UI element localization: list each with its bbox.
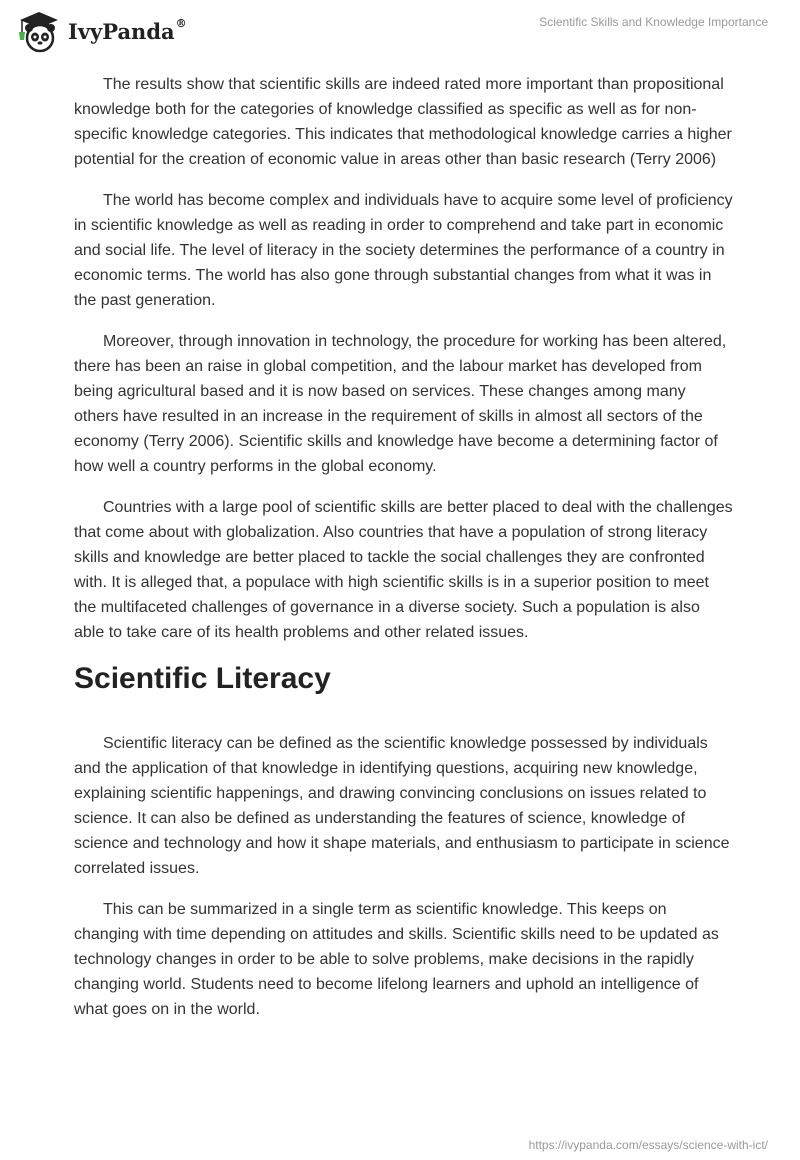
panda-graduation-cap-icon: [16, 8, 62, 54]
paragraph: Countries with a large pool of scientific skills are better placed to deal with the challenges that come about with globalization. Also countries that have a population of strong literacy skills and knowledge are better placed to tackle the social challenges they are confronted with. It is alleged that, a populace with high scientific skills is in a superior position to meet the multifaceted challenges of governance in a diverse society. Such a population is also able to take care of its health problems and other related issues.: [74, 499, 733, 641]
paragraph: Moreover, through innovation in technology, the procedure for working has been altered, there has been an raise in global competition, and the labour market has developed from being agricultural based and it is now based on services. These changes among many others have resulted in an increase in the requirement of skills in almost all sectors of the economy (Terry 2006). Scientific skills and knowledge have become a determining factor of how well a country performs in the global economy.: [74, 333, 727, 475]
paragraph: The world has become complex and individuals have to acquire some level of proficiency in scientific knowledge as well as reading in order to comprehend and take part in economic and social life. The level of literacy in the society determines the performance of a country in economic terms. The world has also gone through substantial changes from what it was in the past generation.: [74, 192, 733, 309]
document-title: Scientific Skills and Knowledge Importance: [539, 15, 768, 29]
paragraph: This can be summarized in a single term as scientific knowledge. This keeps on changing with time depending on attitudes and skills. Scientific skills need to be updated as technology changes in order to be able to solve problems, make decisions in the rapidly changing world. Students need to become lifelong learners and uphold an intelligence of what goes on in the world.: [74, 901, 719, 1018]
paragraph: Scientific literacy can be defined as the scientific knowledge possessed by individuals and the application of that knowledge in identifying questions, acquiring new knowledge, explaining scientific happenings, and drawing convincing conclusions on issues related to science. It can also be defined as understanding the features of science, knowledge of science and technology and how it shape materials, and enthusiasm to participate in science correlated issues.: [74, 735, 730, 877]
article-body: [74, 72, 734, 1038]
page-header: [0, 0, 800, 60]
paragraph: The results show that scientific skills are indeed rated more important than propositional knowledge both for the categories of knowledge classified as specific as well as for non-specific knowledge categories. This indicates that methodological knowledge carries a higher potential for the creation of economic value in areas other than basic research (Terry 2006): [74, 76, 732, 168]
registered-mark: ®: [175, 16, 187, 30]
source-url[interactable]: https://ivypanda.com/essays/science-with-ict/: [528, 1138, 768, 1152]
ivypanda-logo[interactable]: [16, 8, 187, 54]
section-heading: Scientific Literacy: [74, 662, 331, 695]
brand-name: IvyPanda®: [68, 16, 187, 44]
